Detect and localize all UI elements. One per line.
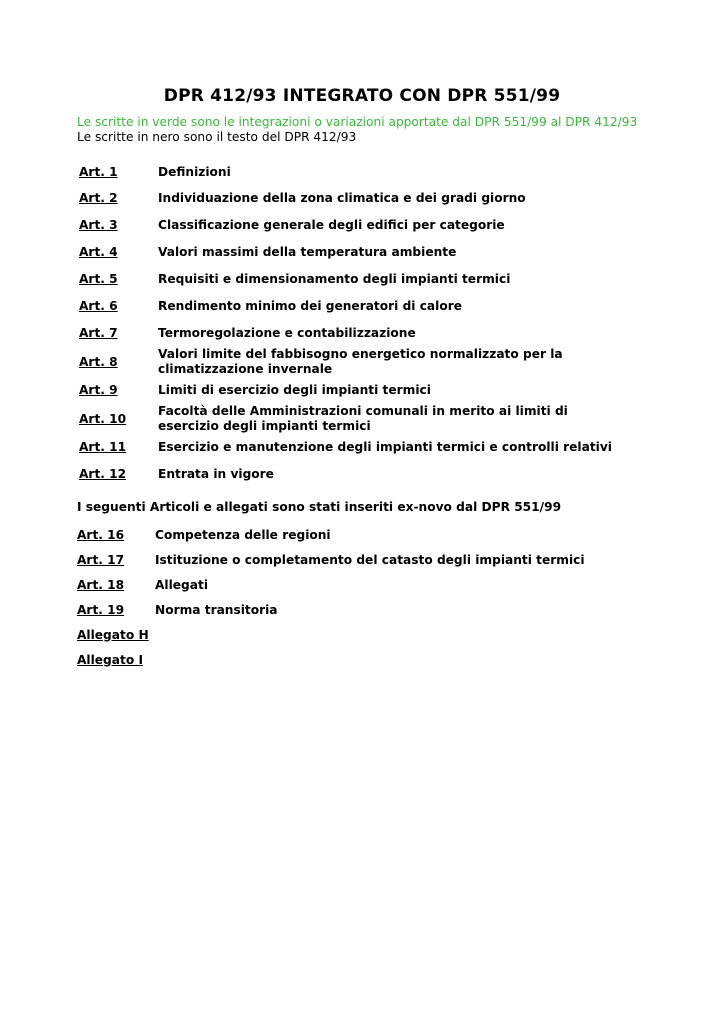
table-row bbox=[79, 160, 628, 185]
table-row bbox=[79, 239, 628, 266]
article-link-2[interactable]: Art. 2 bbox=[79, 191, 118, 205]
table-row bbox=[79, 185, 628, 212]
article-link-16[interactable]: Art. 16 bbox=[77, 527, 125, 542]
article-title: Esercizio e manutenzione degli impianti termici e controlli relativi bbox=[158, 440, 612, 454]
page-title: DPR 412/93 INTEGRATO CON DPR 551/99 bbox=[163, 86, 561, 106]
table-row bbox=[77, 647, 635, 672]
articles-table bbox=[79, 160, 628, 488]
allegato-i-link[interactable]: Allegato I bbox=[77, 652, 143, 667]
table-row bbox=[79, 461, 628, 488]
new-articles-table bbox=[77, 522, 635, 672]
article-title: Rendimento minimo dei generatori di calore bbox=[158, 299, 462, 313]
article-link-10[interactable]: Art. 10 bbox=[79, 411, 127, 426]
article-link-18[interactable]: Art. 18 bbox=[77, 577, 125, 592]
article-title: Valori massimi della temperatura ambiente bbox=[158, 245, 457, 259]
table-row bbox=[77, 622, 635, 647]
article-title: Termoregolazione e contabilizzazione bbox=[158, 326, 416, 340]
table-row bbox=[79, 320, 628, 347]
article-title: Classificazione generale degli edifici per categorie bbox=[158, 218, 505, 232]
table-row bbox=[79, 434, 628, 461]
table-row bbox=[79, 404, 628, 434]
article-link-5[interactable]: Art. 5 bbox=[79, 272, 118, 286]
article-title: Limiti di esercizio degli impianti termici bbox=[158, 383, 431, 397]
article-title: Allegati bbox=[155, 577, 209, 592]
table-row bbox=[79, 212, 628, 239]
table-row bbox=[79, 293, 628, 320]
article-link-6[interactable]: Art. 6 bbox=[79, 299, 118, 313]
article-title: Competenza delle regioni bbox=[155, 527, 331, 542]
table-row bbox=[77, 597, 635, 622]
article-link-17[interactable]: Art. 17 bbox=[77, 552, 125, 567]
article-link-12[interactable]: Art. 12 bbox=[79, 467, 127, 481]
article-link-3[interactable]: Art. 3 bbox=[79, 218, 118, 232]
article-link-7[interactable]: Art. 7 bbox=[79, 326, 118, 340]
allegato-h-link[interactable]: Allegato H bbox=[77, 627, 149, 642]
article-link-9[interactable]: Art. 9 bbox=[79, 383, 118, 397]
table-row bbox=[77, 547, 635, 572]
article-link-1[interactable]: Art. 1 bbox=[79, 165, 118, 179]
table-row bbox=[77, 572, 635, 597]
black-legend-note: Le scritte in nero sono il testo del DPR 412/93 bbox=[77, 130, 357, 144]
table-row bbox=[79, 347, 628, 377]
article-link-19[interactable]: Art. 19 bbox=[77, 602, 125, 617]
article-title: Valori limite del fabbisogno energetico normalizzato per la climatizzazione invernale bbox=[158, 347, 563, 376]
article-title: Facoltà delle Amministrazioni comunali in merito ai limiti di esercizio degli impianti termici bbox=[158, 404, 568, 433]
table-row bbox=[79, 266, 628, 293]
green-legend-note: Le scritte in verde sono le integrazioni o variazioni apportate dal DPR 551/99 al DPR 412/93 bbox=[77, 115, 638, 129]
article-title: Entrata in vigore bbox=[158, 467, 274, 481]
table-row bbox=[77, 522, 635, 547]
article-title: Definizioni bbox=[158, 165, 231, 179]
article-title: Istituzione o completamento del catasto degli impianti termici bbox=[155, 552, 585, 567]
article-link-11[interactable]: Art. 11 bbox=[79, 440, 127, 454]
table-row bbox=[79, 377, 628, 404]
article-link-8[interactable]: Art. 8 bbox=[79, 354, 118, 369]
article-title: Norma transitoria bbox=[155, 602, 278, 617]
new-articles-heading: I seguenti Articoli e allegati sono stati inseriti ex-novo dal DPR 551/99 bbox=[77, 500, 562, 514]
article-link-4[interactable]: Art. 4 bbox=[79, 245, 118, 259]
article-title: Individuazione della zona climatica e dei gradi giorno bbox=[158, 191, 526, 205]
article-title: Requisiti e dimensionamento degli impianti termici bbox=[158, 272, 511, 286]
